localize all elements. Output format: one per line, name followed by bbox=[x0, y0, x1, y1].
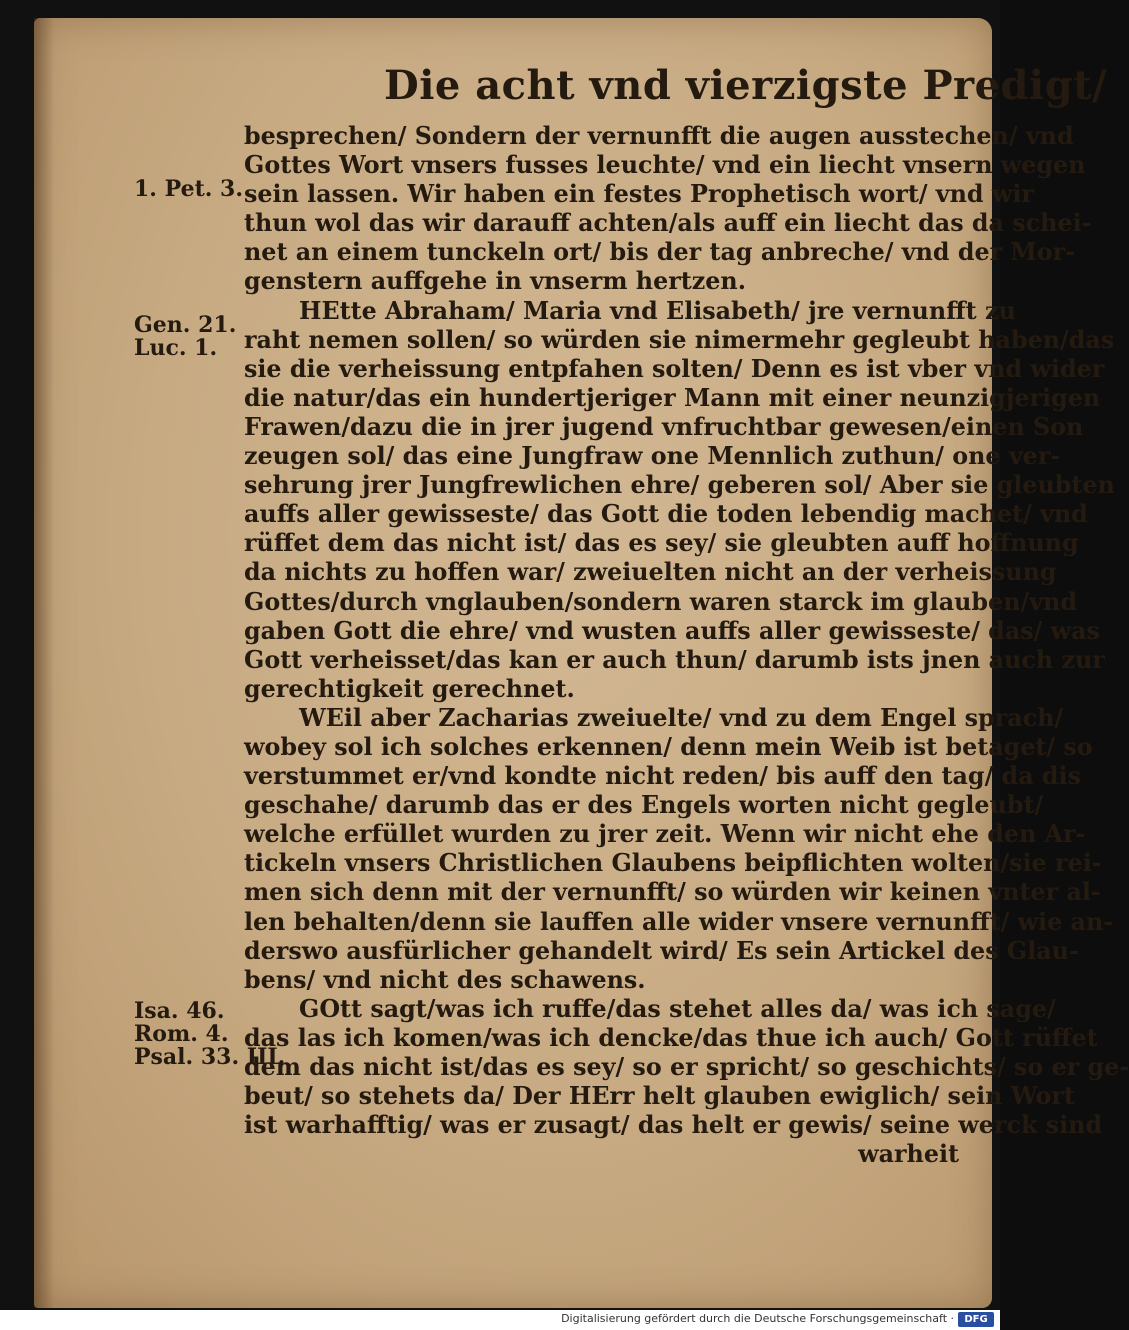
text-line: zeugen sol/ das eine Jungfraw one Mennlich zuthun/ one ver- bbox=[244, 442, 1061, 471]
text-line: derswo ausfürlicher gehandelt wird/ Es sein Artickel des Glau- bbox=[244, 936, 1079, 965]
text-line: WEil aber Zacharias zweiuelte/ vnd zu dem Engel sprach/ bbox=[299, 703, 1064, 732]
text-line: auffs aller gewisseste/ das Gott die toden lebendig machet/ vnd bbox=[244, 500, 1088, 529]
text-line: wobey sol ich solches erkennen/ denn mein Weib ist betaget/ so bbox=[244, 732, 1093, 761]
text-line: thun wol das wir darauff achten/als auff ein liecht das da schei- bbox=[244, 209, 1092, 238]
text-line: sehrung jrer Jungfrewlichen ehre/ geberen sol/ Aber sie gleubten bbox=[244, 471, 1115, 500]
text-line: net an einem tunckeln ort/ bis der tag anbreche/ vnd der Mor- bbox=[244, 238, 1076, 267]
margin-note: 1. Pet. 3. bbox=[134, 176, 244, 202]
text-line: Gott verheisset/das kan er auch thun/ darumb ists jnen auch zur bbox=[244, 645, 1105, 674]
text-line: geschahe/ darumb das er des Engels worten nicht gegleubt/ bbox=[244, 791, 1044, 820]
text-line: raht nemen sollen/ so würden sie nimermehr gegleubt haben/das bbox=[244, 325, 1115, 354]
dfg-logo-icon: DFG bbox=[958, 1312, 994, 1327]
text-line: besprechen/ Sondern der vernunfft die augen ausstechen/ vnd bbox=[244, 122, 1074, 150]
text-line: beut/ so stehets da/ Der HErr helt glauben ewiglich/ sein Wort bbox=[244, 1082, 1075, 1111]
catchword: warheit bbox=[858, 1140, 959, 1169]
text-line: bens/ vnd nicht des schawens. bbox=[244, 965, 646, 994]
text-line: das las ich komen/was ich dencke/das thue ich auch/ Gott rüffet bbox=[244, 1023, 1098, 1052]
text-line: genstern auffgehe in vnserm hertzen. bbox=[244, 267, 747, 296]
text-line: sie die verheissung entpfahen solten/ Denn es ist vber vnd wider bbox=[244, 354, 1105, 383]
text-line: sein lassen. Wir haben ein festes Prophetisch wort/ vnd wir bbox=[244, 180, 1034, 209]
text-line: Frawen/dazu die in jrer jugend vnfruchtbar gewesen/einen Son bbox=[244, 412, 1084, 441]
text-line: len behalten/denn sie lauffen alle wider vnsere vernunfft/ wie an- bbox=[244, 907, 1114, 936]
margin-note: Rom. 4. bbox=[134, 1021, 229, 1047]
text-line: dem das nicht ist/das es sey/ so er spricht/ so geschichts/ so er ge- bbox=[244, 1053, 1129, 1081]
text-line: verstummet er/vnd kondte nicht reden/ bis auff den tag/ da dis bbox=[244, 762, 1081, 791]
page-header: Die acht vnd vierzigste Predigt/ bbox=[384, 62, 1108, 109]
margin-note: Psal. 33. III. bbox=[134, 1044, 286, 1070]
text-line: welche erfüllet wurden zu jrer zeit. Wenn wir nicht ehe den Ar- bbox=[244, 820, 1086, 849]
funding-notice: Digitalisierung gefördert durch die Deutsche Forschungsgemeinschaft · bbox=[561, 1312, 954, 1325]
text-line: HEtte Abraham/ Maria vnd Elisabeth/ jre vernunfft zu bbox=[299, 296, 1016, 325]
body-text bbox=[244, 122, 1129, 1169]
text-line: Gottes Wort vnsers fusses leuchte/ vnd ein liecht vnsern wegen bbox=[244, 151, 1086, 180]
text-line: men sich denn mit der vernunfft/ so würden wir keinen vnter al- bbox=[244, 878, 1101, 907]
text-line: rüffet dem das nicht ist/ das es sey/ sie gleubten auff hoffnung bbox=[244, 529, 1079, 558]
text-line: gaben Gott die ehre/ vnd wusten auffs aller gewisseste/ das/ was bbox=[244, 616, 1100, 645]
text-line: die natur/das ein hundertjeriger Mann mit einer neunzigjerigen bbox=[244, 383, 1101, 412]
margin-note: Isa. 46. bbox=[134, 998, 225, 1024]
margin-note: Luc. 1. bbox=[134, 335, 218, 361]
text-line: tickeln vnsers Christlichen Glaubens beipflichten wolten/sie rei- bbox=[244, 849, 1102, 878]
text-line: gerechtigkeit gerechnet. bbox=[244, 674, 575, 703]
text-line: ist warhafftig/ was er zusagt/ das helt er gewis/ seine werck sind bbox=[244, 1111, 1103, 1140]
text-line: Gottes/durch vnglauben/sondern waren starck im glauben/vnd bbox=[244, 587, 1077, 616]
book-page bbox=[34, 18, 1129, 1308]
margin-note: Gen. 21. bbox=[134, 312, 237, 338]
footer-bar bbox=[0, 1310, 1000, 1330]
text-line: da nichts zu hoffen war/ zweiuelten nicht an der verheissung bbox=[244, 558, 1057, 587]
text-line: GOtt sagt/was ich ruffe/das stehet alles da/ was ich sage/ bbox=[299, 994, 1056, 1023]
